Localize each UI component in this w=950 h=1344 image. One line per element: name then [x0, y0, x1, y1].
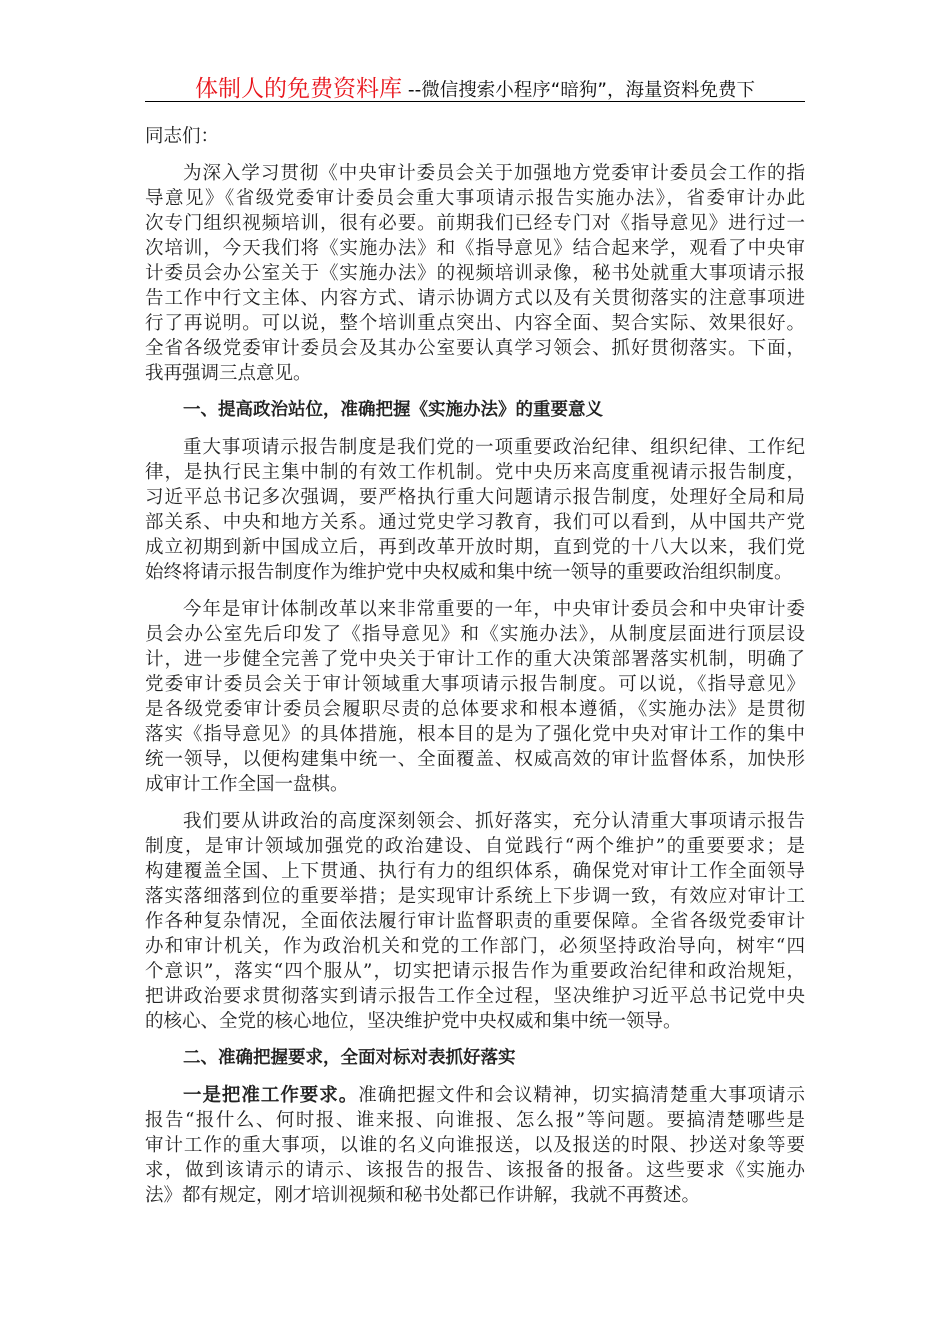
lead-phrase: 一是把准工作要求。 [183, 1085, 359, 1106]
section-heading [145, 1046, 805, 1071]
text-line: 统一领导，以便构建集中统一、全面覆盖、权威高效的审计监督体系，加快形 [145, 749, 805, 770]
text-line: 是各级党委审计委员会履职尽责的总体要求和根本遵循，《实施办法》是贯彻 [145, 699, 805, 720]
text-line: 我们要从讲政治的高度深刻领会、抓好落实，充分认清重大事项请示报告 [183, 811, 805, 832]
page-header [145, 70, 805, 102]
text-line: 构建覆盖全国、上下贯通、执行有力的组织体系，确保党对审计工作全面领导 [145, 861, 805, 882]
text-line: 个意识”，落实“四个服从”，切实把请示报告作为重要政治纪律和政治规矩， [145, 961, 805, 982]
section-heading [145, 398, 805, 423]
text-line: 全省各级党委审计委员会及其办公室要认真学习领会、抓好贯彻落实。下面， [145, 338, 805, 359]
text-line: 为深入学习贯彻《中央审计委员会关于加强地方党委审计委员会工作的指 [183, 163, 805, 184]
text-line: 次培训，今天我们将《实施办法》和《指导意见》结合起来学，观看了中央审 [145, 238, 805, 259]
text-line: 员会办公室先后印发了《指导意见》和《实施办法》，从制度层面进行顶层设 [145, 624, 805, 645]
paragraph [145, 161, 805, 386]
text-line: 落实落细落到位的重要举措；是实现审计系统上下步调一致，有效应对审计工 [145, 886, 805, 907]
text-line: 作各种复杂情况，全面依法履行审计监督职责的重要保障。全省各级党委审计 [145, 911, 805, 932]
text-line: 党委审计委员会关于审计领域重大事项请示报告制度。可以说，《指导意见》 [145, 674, 805, 695]
header-slogan: --微信搜索小程序“暗狗”，海量资料免费下 [402, 80, 755, 101]
text-line: 我再强调三点意见。 [145, 363, 312, 384]
paragraph [145, 435, 805, 585]
text-line: 成立初期到新中国成立后，再到改革开放时期，直到党的十八大以来，我们党 [145, 537, 805, 558]
text-line: 习近平总书记多次强调，要严格执行重大问题请示报告制度，处理好全局和局 [145, 487, 805, 508]
paragraph [145, 597, 805, 797]
paragraph [145, 124, 805, 149]
text-line: 二、准确把握要求，全面对标对表抓好落实 [183, 1048, 516, 1068]
text-line: 律，是执行民主集中制的有效工作机制。党中央历来高度重视请示报告制度， [145, 462, 805, 483]
text-line: 今年是审计体制改革以来非常重要的一年，中央审计委员会和中央审计委 [183, 599, 805, 620]
text-line: 重大事项请示报告制度是我们党的一项重要政治纪律、组织纪律、工作纪 [183, 437, 805, 458]
text-line: 法》都有规定，刚才培训视频和秘书处都已作讲解，我就不再赘述。 [145, 1185, 701, 1206]
text-line: 报告“报什么、何时报、谁来报、向谁报、怎么报”等问题。要搞清楚哪些是 [145, 1110, 805, 1131]
text-line: 始终将请示报告制度作为维护党中央权威和集中统一领导的重要政治组织制度。 [145, 562, 793, 583]
text-line: 次专门组织视频培训，很有必要。前期我们已经专门对《指导意见》进行过一 [145, 213, 805, 234]
text-line: 计，进一步健全完善了党中央关于审计工作的重大决策部署落实机制，明确了 [145, 649, 805, 670]
text-line: 落实《指导意见》的具体措施，根本目的是为了强化党中央对审计工作的集中 [145, 724, 805, 745]
text-line: 计委员会办公室关于《实施办法》的视频培训录像，秘书处就重大事项请示报 [145, 263, 805, 284]
text-line: 求，做到该请示的请示、该报告的报告、该报备的报备。这些要求《实施办 [145, 1160, 805, 1181]
text-line: 的核心、全党的核心地位，坚决维护党中央权威和集中统一领导。 [145, 1011, 682, 1032]
text-line: 办和审计机关，作为政治机关和党的工作部门，必须坚持政治导向，树牢“四 [145, 936, 805, 957]
text-line: 同志们： [145, 126, 220, 147]
paragraph [145, 809, 805, 1034]
text-line: 告工作中行文主体、内容方式、请示协调方式以及有关贯彻落实的注意事项进 [145, 288, 805, 309]
line-text: 准确把握文件和会议精神，切实搞清楚重大事项请示 [358, 1085, 805, 1106]
text-line: 行了再说明。可以说，整个培训重点突出、内容全面、契合实际、效果很好。 [145, 313, 805, 334]
header-brand: 体制人的免费资料库 [195, 76, 403, 102]
text-line: 制度，是审计领域加强党的政治建设、自觉践行“两个维护”的重要要求；是 [145, 836, 805, 857]
text-line: 部关系、中央和地方关系。通过党史学习教育，我们可以看到，从中国共产党 [145, 512, 805, 533]
text-line: 成审计工作全国一盘棋。 [145, 774, 349, 795]
text-line: 把讲政治要求贯彻落实到请示报告工作全过程，坚决维护习近平总书记党中央 [145, 986, 805, 1007]
text-line [145, 1083, 805, 1108]
text-line: 导意见》《省级党委审计委员会重大事项请示报告实施办法》，省委审计办此 [145, 188, 805, 209]
paragraph [145, 1083, 805, 1208]
text-line: 审计工作的重大事项，以谁的名义向谁报送，以及报送的时限、抄送对象等要 [145, 1135, 805, 1156]
text-line: 一、提高政治站位，准确把握《实施办法》的重要意义 [183, 400, 603, 420]
document-body [145, 124, 805, 1220]
